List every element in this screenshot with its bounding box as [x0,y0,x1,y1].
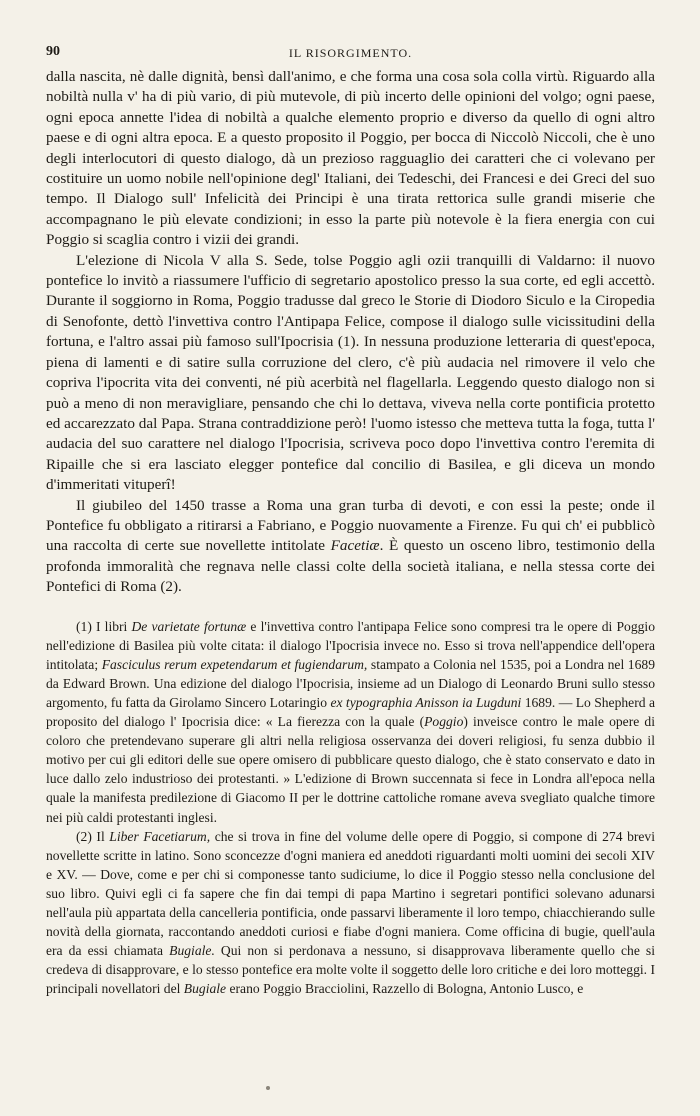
text-run: (1) I libri [76,618,132,634]
italic-term: Bugiale [183,981,227,997]
italic-name: Poggio [424,714,464,730]
print-mark [266,1086,270,1090]
body-paragraph: L'elezione di Nicola V alla S. Sede, tolse Poggio agli ozii tranquilli di Valdarno: il nuovo pontefice lo invitò a riassumere l'ufficio di segretario apostolico presso la sua corte, ed egli accettò. Durante il soggiorno in Roma, Poggio tradusse dal greco le Storie di Diodoro Siculo e la Ciropedia di Senofonte, dettò l'invettiva contro l'Antipapa Felice, compose il dialogo sulle vicissitudini della fortuna, e l'altro assai più famoso sull'Ipocrisia (1). In nessuna produzione letteraria di quest'epoca, piena di lamenti e di satire sulla corruzione del clero, c'è più audacia nel rimovere il velo che copriva l'ipocrita vita dei conventi, né più acerbità nel flagellarla. Leggendo questo dialogo non si può a meno di non meravigliare, pensando che chi lo dettava, viveva nella corte pontificia protetto ed accarezzato dal Papa. Strana contraddizione però! l'uomo istesso che metteva tutta la foga, tutta l' audacia del suo carattere nel dialogo l'Ipocrisia, scriveva poco dopo l'invettiva contro l'eremita di Ripaille che si era lasciato elegger pontefice dal concilio di Basilea, e gli diceva un mondo d'immeritati vituperî! [46,251,655,494]
italic-title: Facetiæ [330,537,380,555]
footnote-1 [46,617,655,827]
body-paragraph: dalla nascita, nè dalle dignità, bensì dall'animo, e che forma una cosa sola colla virtù. Riguardo alla nobiltà nulla v' ha di più vario, di più mutevole, di più incerto delle opinioni del volgo; ogni paese, ogni epoca annette l'idea di nobiltà a qualche elemento proprio e diverso da quello di ogni altro paese e di ogni altra epoca. E a questo proposito il Poggio, per bocca di Niccolò Niccoli, che è uno degli interlocutori di questo dialogo, dà un prezioso ragguaglio dei caratteri che ci volevano per costituire un uomo nobile nell'opinione degl' Italiani, dei Tedeschi, dei Francesi e dei Greci del suo tempo. Il Dialogo sull' Infelicità dei Principi è una tirata rettorica sulle grandi miserie che accompagnano le più elevate condizioni; in esso la parte più notevole è la fiera energia con cui Poggio si scaglia contro i vizii dei grandi. [46,68,655,249]
text-run: Qui non si perdonava a nessuno, si disapprovava liberamente quello che si credeva di disapprovare, e lo stesso pontefice era molte volte il soggetto delle loro critiche e dei loro motteggi. I principali novellatori del [46,943,655,997]
italic-imprint: ex typographia Anisson ia Lugduni [330,694,522,710]
text-run: ) inveisce contro le male opere di coloro che pretendevano superare gli altri nella religiosa osservanza dei doveri religiosi, fu senza dubbio il motivo per cui gli editori delle sue opere omisero di pubblicare questo dialogo, che è stato conservato e dato in luce dallo zelo industrioso dei protestanti. » L'edizione di Brown succennata si fece in Londra all'epoca nella quale la manifesta predilezione di Giacomo II per le dottrine cattoliche romane aveva svegliato qualche timore nei più caldi protestanti inglesi. [46,714,655,825]
page-number: 90 [46,44,60,59]
text-run: (2) Il [76,828,110,844]
italic-title: Fasciculus rerum expetendarum et fugiendarum, [101,656,368,672]
text-run: e l'invettiva contro l'antipapa Felice sono compresi tra le opere di Poggio nell'edizione di Basilea più volte citata: il dialogo l'Ipocrisia invece no. Esso si trova nell'appendice dell'opera intitolata; [46,618,656,672]
italic-title: Liber Facetiarum, [109,828,211,844]
running-head: IL RISORGIMENTO. [288,46,413,60]
footnotes [46,617,655,999]
page-header [46,44,655,64]
text-run: stampato a Colonia nel 1535, poi a Londra nel 1689 da Edward Brown. Una edizione del dialogo l'Ipocrisia, insieme ad un Dialogo di Leonardo Bruni sullo stesso argomento, fu fatta da Girolamo Sincero Lotaringio [46,656,655,710]
text-run: Il giubileo del 1450 trasse a Roma una gran turba di devoti, e con essi la peste; onde il Pontefice fu obbligato a ritirarsi a Fabriano, e Poggio nuovamente a Firenze. Fu qui ch' ei pubblicò una raccolta di certe sue novellette intitolate [46,496,655,555]
text-run: 1689. — Lo Shepherd a proposito del dialogo l' Ipocrisia dice: « La fierezza con la quale ( [46,694,655,730]
text-run: erano Poggio Bracciolini, Razzello di Bologna, Antonio Lusco, e [226,981,584,997]
italic-term: Bugiale. [169,943,215,959]
book-page [46,44,655,998]
footnote-2 [46,827,655,999]
text-run: . È questo un osceno libro, testimonio della profonda immoralità che regnava nelle classi colte della società italiana, e nella stessa corte dei Pontefici di Roma (2). [46,537,655,596]
main-text [46,67,655,598]
body-paragraph [46,496,655,598]
italic-title: De varietate fortunæ [131,618,247,634]
text-run: che si trova in fine del volume delle opere di Poggio, si compone di 274 brevi novellette scritte in latino. Sono sconcezze d'ogni maniera ed aneddoti riguardanti molti uomini dei secoli XIV e XV. — Dove, come e per chi si componesse tanto sudiciume, lo dice il Poggio stesso nella conclusione del suo libro. Quivi egli ci fa sapere che fin dai tempi di papa Martino i segretari pontifici solevano adunarsi nell'aula più appartata della cancelleria pontificia, onde passarvi liberamente il loro tempo, chiacchierando sulle novità della giornata, raccontando aneddoti curiosi e fiabe d'ogni maniera. Come officina di bugie, quell'aula era da essi chiamata [46,828,656,959]
